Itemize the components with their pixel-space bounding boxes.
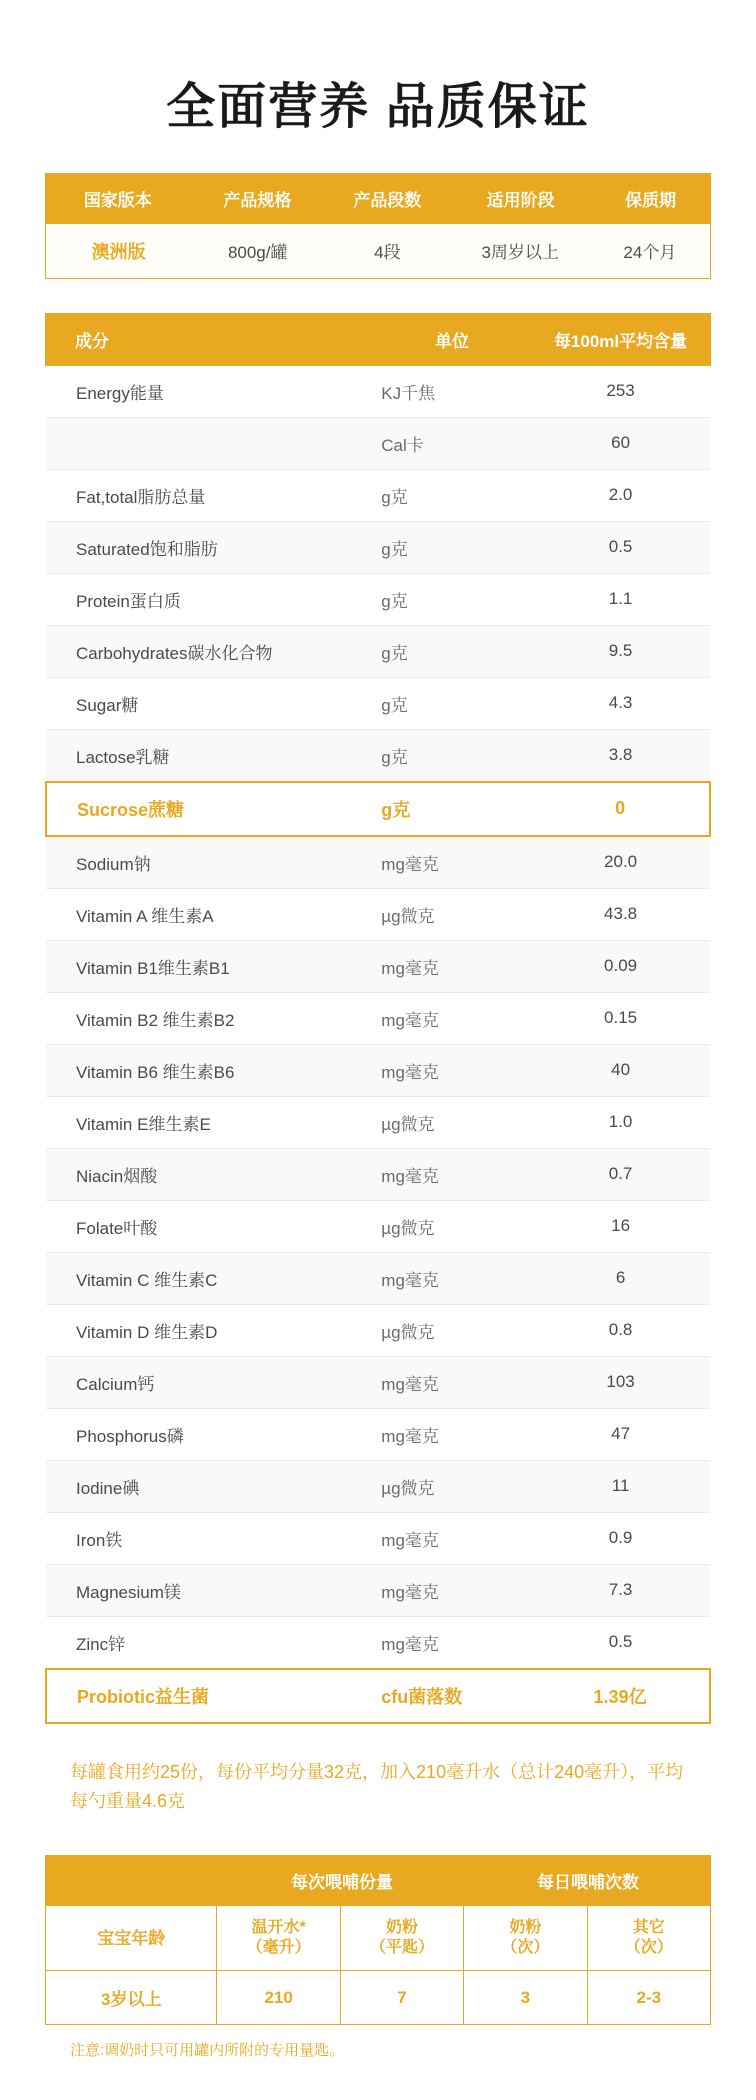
table-row (46, 836, 710, 889)
feeding-subheader-powder: 奶粉 （平匙） (340, 1906, 463, 1971)
version-header-spec: 产品规格 (191, 173, 324, 224)
feeding-value-age: 3岁以上 (46, 1971, 217, 2025)
nutrition-cell-ingredient: Vitamin B1维生素B1 (46, 940, 371, 992)
nutrition-cell-ingredient: Energy能量 (46, 366, 371, 418)
version-value-stage: 3周岁以上 (451, 224, 590, 278)
feeding-sub-header-row (46, 1906, 710, 1971)
nutrition-cell-unit: g克 (371, 729, 531, 782)
nutrition-cell-unit: mg毫克 (371, 992, 531, 1044)
nutrition-cell-unit: KJ千焦 (371, 366, 531, 418)
nutrition-cell-ingredient: Saturated饱和脂肪 (46, 521, 371, 573)
nutrition-rows (45, 366, 711, 1724)
table-row (46, 729, 710, 782)
nutrition-cell-ingredient: Vitamin B6 维生素B6 (46, 1044, 371, 1096)
table-row (46, 1096, 710, 1148)
nutrition-cell-amount: 1.39亿 (531, 1669, 710, 1723)
nutrition-cell-ingredient: Iron铁 (46, 1512, 371, 1564)
table-row (46, 521, 710, 573)
nutrition-cell-ingredient: Sodium钠 (46, 836, 371, 889)
nutrition-cell-unit: µg微克 (371, 1096, 531, 1148)
table-row (46, 1512, 710, 1564)
nutrition-cell-unit: g克 (371, 573, 531, 625)
nutrition-cell-ingredient: Protein蛋白质 (46, 573, 371, 625)
table-row (46, 1200, 710, 1252)
nutrition-cell-unit: g克 (371, 625, 531, 677)
table-row (46, 625, 710, 677)
version-value-stage-count: 4段 (324, 224, 451, 278)
table-row (46, 1669, 710, 1723)
table-row (46, 940, 710, 992)
feeding-value-powder: 7 (340, 1971, 463, 2025)
nutrition-cell-unit: mg毫克 (371, 1356, 531, 1408)
feeding-subheader-times-powder: 奶粉 （次） (464, 1906, 587, 1971)
nutrition-cell-ingredient: Niacin烟酸 (46, 1148, 371, 1200)
table-row (46, 1408, 710, 1460)
nutrition-cell-ingredient: Calcium钙 (46, 1356, 371, 1408)
nutrition-cell-unit: mg毫克 (371, 1252, 531, 1304)
nutrition-cell-unit: g克 (371, 677, 531, 729)
nutrition-header-row (45, 313, 711, 366)
nutrition-cell-ingredient: Zinc锌 (46, 1616, 371, 1669)
nutrition-cell-amount: 6 (531, 1252, 710, 1304)
nutrition-cell-amount: 2.0 (531, 469, 710, 521)
nutrition-cell-unit: cfu菌落数 (371, 1669, 531, 1723)
table-row (46, 1044, 710, 1096)
nutrition-cell-amount: 0.5 (531, 521, 710, 573)
nutrition-cell-amount: 1.1 (531, 573, 710, 625)
nutrition-cell-unit: µg微克 (371, 1460, 531, 1512)
version-header-country: 国家版本 (45, 173, 191, 224)
nutrition-cell-unit: µg微克 (371, 1200, 531, 1252)
nutrition-header-amount: 每100ml平均含量 (530, 313, 711, 366)
nutrition-cell-amount: 43.8 (531, 888, 710, 940)
nutrition-cell-amount: 20.0 (531, 836, 710, 889)
table-row (46, 417, 710, 469)
table-row (46, 1564, 710, 1616)
nutrition-cell-ingredient: Iodine碘 (46, 1460, 371, 1512)
nutrition-cell-unit: mg毫克 (371, 940, 531, 992)
nutrition-cell-amount: 3.8 (531, 729, 710, 782)
nutrition-table (45, 313, 711, 1724)
nutrition-cell-amount: 9.5 (531, 625, 710, 677)
nutrition-cell-unit: µg微克 (371, 1304, 531, 1356)
table-row (46, 992, 710, 1044)
nutrition-cell-ingredient: Magnesium镁 (46, 1564, 371, 1616)
table-row (46, 1252, 710, 1304)
page-title: 全面营养 品质保证 (166, 80, 590, 134)
table-row (46, 1356, 710, 1408)
nutrition-cell-unit: mg毫克 (371, 1564, 531, 1616)
version-table-body (45, 224, 711, 279)
table-row (46, 1304, 710, 1356)
nutrition-cell-amount: 253 (531, 366, 710, 418)
feeding-value-water: 210 (217, 1971, 340, 2025)
nutrition-cell-ingredient (46, 417, 371, 469)
nutrition-cell-ingredient: Vitamin B2 维生素B2 (46, 992, 371, 1044)
nutrition-cell-ingredient: Sucrose蔗糖 (46, 782, 371, 836)
nutrition-cell-amount: 60 (531, 417, 710, 469)
nutrition-cell-unit: Cal卡 (371, 417, 531, 469)
version-table (45, 173, 711, 224)
feeding-subheader-times-other: 其它 （次） (587, 1906, 710, 1971)
nutrition-cell-ingredient: Folate叶酸 (46, 1200, 371, 1252)
nutrition-cell-amount: 11 (531, 1460, 710, 1512)
table-row (46, 366, 710, 418)
nutrition-cell-amount: 16 (531, 1200, 710, 1252)
nutrition-header-ingredient: 成分 (45, 313, 374, 366)
feeding-header-per-feed: 每次喂哺份量 (219, 1855, 465, 1906)
nutrition-cell-unit: g克 (371, 521, 531, 573)
version-table-header-row (45, 173, 711, 224)
feeding-group-header-row (45, 1855, 711, 1906)
nutrition-cell-amount: 0.8 (531, 1304, 710, 1356)
nutrition-cell-amount: 0.9 (531, 1512, 710, 1564)
nutrition-cell-amount: 0.5 (531, 1616, 710, 1669)
nutrition-cell-ingredient: Fat,total脂肪总量 (46, 469, 371, 521)
nutrition-cell-amount: 0.7 (531, 1148, 710, 1200)
feeding-value-row (46, 1971, 710, 2025)
table-row (46, 573, 710, 625)
nutrition-cell-amount: 103 (531, 1356, 710, 1408)
table-row (46, 782, 710, 836)
nutrition-cell-ingredient: Vitamin D 维生素D (46, 1304, 371, 1356)
nutrition-cell-amount: 47 (531, 1408, 710, 1460)
nutrition-cell-amount: 0 (531, 782, 710, 836)
table-row (46, 1148, 710, 1200)
nutrition-cell-ingredient: Vitamin E维生素E (46, 1096, 371, 1148)
version-value-spec: 800g/罐 (191, 224, 324, 278)
nutrition-cell-ingredient: Vitamin A 维生素A (46, 888, 371, 940)
table-row (46, 469, 710, 521)
nutrition-cell-ingredient: Sugar糖 (46, 677, 371, 729)
nutrition-cell-amount: 1.0 (531, 1096, 710, 1148)
feeding-subheader-age: 宝宝年龄 (46, 1906, 217, 1971)
nutrition-cell-unit: mg毫克 (371, 1044, 531, 1096)
table-row (46, 888, 710, 940)
version-header-shelf-life: 保质期 (590, 173, 711, 224)
nutrition-cell-amount: 40 (531, 1044, 710, 1096)
version-header-stage-count: 产品段数 (324, 173, 451, 224)
nutrition-cell-unit: g克 (371, 469, 531, 521)
nutrition-cell-amount: 0.15 (531, 992, 710, 1044)
nutrition-cell-amount: 7.3 (531, 1564, 710, 1616)
nutrition-cell-unit: mg毫克 (371, 1408, 531, 1460)
nutrition-cell-amount: 0.09 (531, 940, 710, 992)
nutrition-cell-ingredient: Carbohydrates碳水化合物 (46, 625, 371, 677)
feeding-header-blank (45, 1855, 219, 1906)
table-row (46, 677, 710, 729)
nutrition-cell-unit: µg微克 (371, 888, 531, 940)
nutrition-cell-unit: mg毫克 (371, 1616, 531, 1669)
table-row (46, 1460, 710, 1512)
nutrition-cell-amount: 4.3 (531, 677, 710, 729)
nutrition-cell-unit: g克 (371, 782, 531, 836)
feeding-subheader-water: 温开水* （毫升） (217, 1906, 340, 1971)
feeding-value-times-other: 2-3 (636, 1987, 662, 2007)
version-value-country: 澳洲版 (46, 224, 191, 278)
feeding-value-times-powder: 3 (464, 1971, 587, 2025)
feeding-table-body (45, 1906, 711, 2025)
nutrition-cell-unit: mg毫克 (371, 836, 531, 889)
serving-note: 每罐食用约25份，每份平均分量32克，加入210毫升水（总计240毫升），平均每勺重量4.6克 (70, 1761, 684, 1811)
nutrition-cell-ingredient: Lactose乳糖 (46, 729, 371, 782)
version-table-row (46, 224, 710, 278)
version-value-shelf-life: 24个月 (590, 224, 710, 278)
nutrition-cell-ingredient: Probiotic益生菌 (46, 1669, 371, 1723)
feeding-header-per-day: 每日喂哺次数 (465, 1855, 711, 1906)
nutrition-cell-ingredient: Phosphorus磷 (46, 1408, 371, 1460)
nutrition-cell-unit: mg毫克 (371, 1148, 531, 1200)
feeding-footnote: 注意:调奶时只可用罐内所附的专用量匙。 (70, 2042, 345, 2060)
nutrition-cell-ingredient: Vitamin C 维生素C (46, 1252, 371, 1304)
feeding-table-header (45, 1855, 711, 1906)
nutrition-cell-unit: mg毫克 (371, 1512, 531, 1564)
version-header-stage: 适用阶段 (451, 173, 590, 224)
nutrition-header-unit: 单位 (374, 313, 530, 366)
table-row (46, 1616, 710, 1669)
